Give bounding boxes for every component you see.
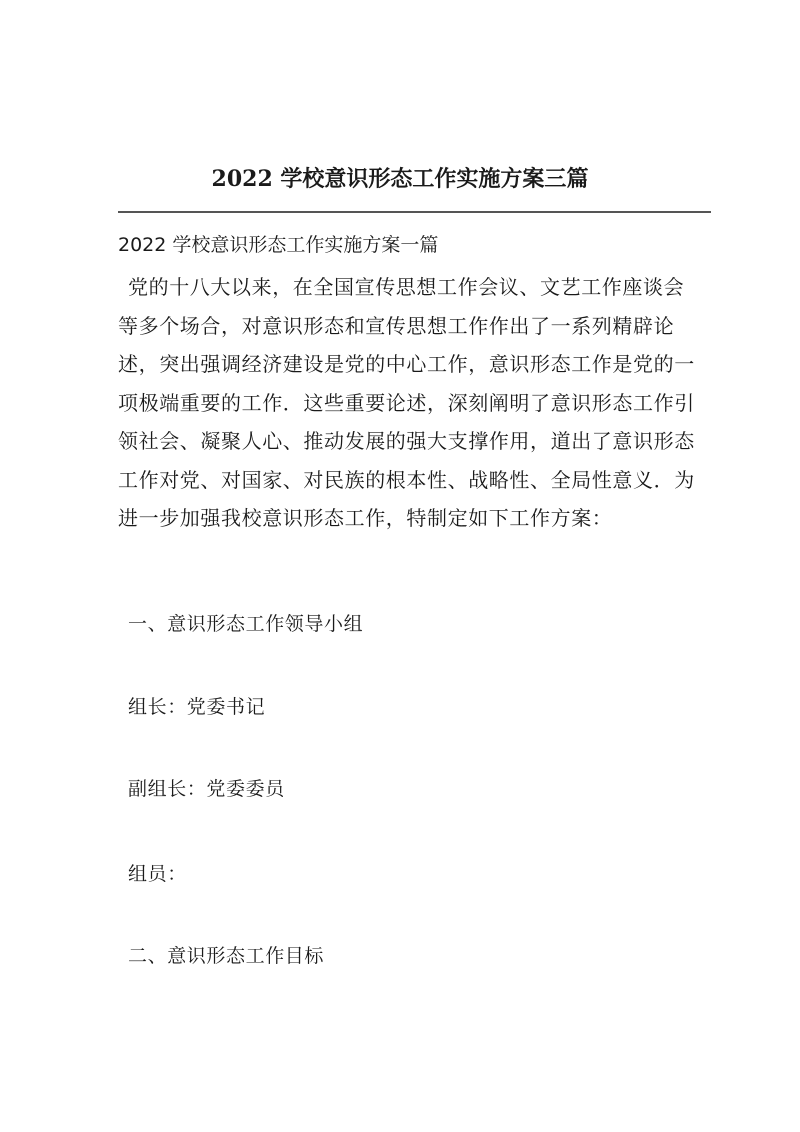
- title-divider: [118, 211, 711, 213]
- intro-line: 党的十八大以来，在全国宣传思想工作会议、文艺工作座谈会: [128, 275, 685, 299]
- section-heading: 2022 学校意识形态工作实施方案一篇: [118, 234, 439, 256]
- intro-line: 述，突出强调经济建设是党的中心工作，意识形态工作是党的一: [118, 352, 695, 376]
- intro-line: 进一步加强我校意识形态工作，特制定如下工作方案：: [118, 506, 613, 530]
- document-title: 2022 学校意识形态工作实施方案三篇: [211, 166, 589, 192]
- intro-line: 领社会、凝聚人心、推动发展的强大支撑作用，道出了意识形态: [118, 429, 695, 453]
- intro-line: 项极端重要的工作．这些重要论述，深刻阐明了意识形态工作引: [118, 390, 695, 415]
- intro-line: 等多个场合，对意识形态和宣传思想工作作出了一系列精辟论: [118, 313, 675, 338]
- intro-paragraph: [118, 268, 718, 538]
- heading-work-goals: 二、意识形态工作目标: [128, 945, 325, 967]
- deputy-leader-line: 副组长：党委委员: [128, 778, 285, 800]
- intro-line: 工作对党、对国家、对民族的根本性、战略性、全局性意义．为: [118, 467, 695, 492]
- heading-leadership-group: 一、意识形态工作领导小组: [128, 613, 364, 635]
- members-line: 组员：: [128, 863, 187, 885]
- group-leader-line: 组长：党委书记: [128, 696, 266, 718]
